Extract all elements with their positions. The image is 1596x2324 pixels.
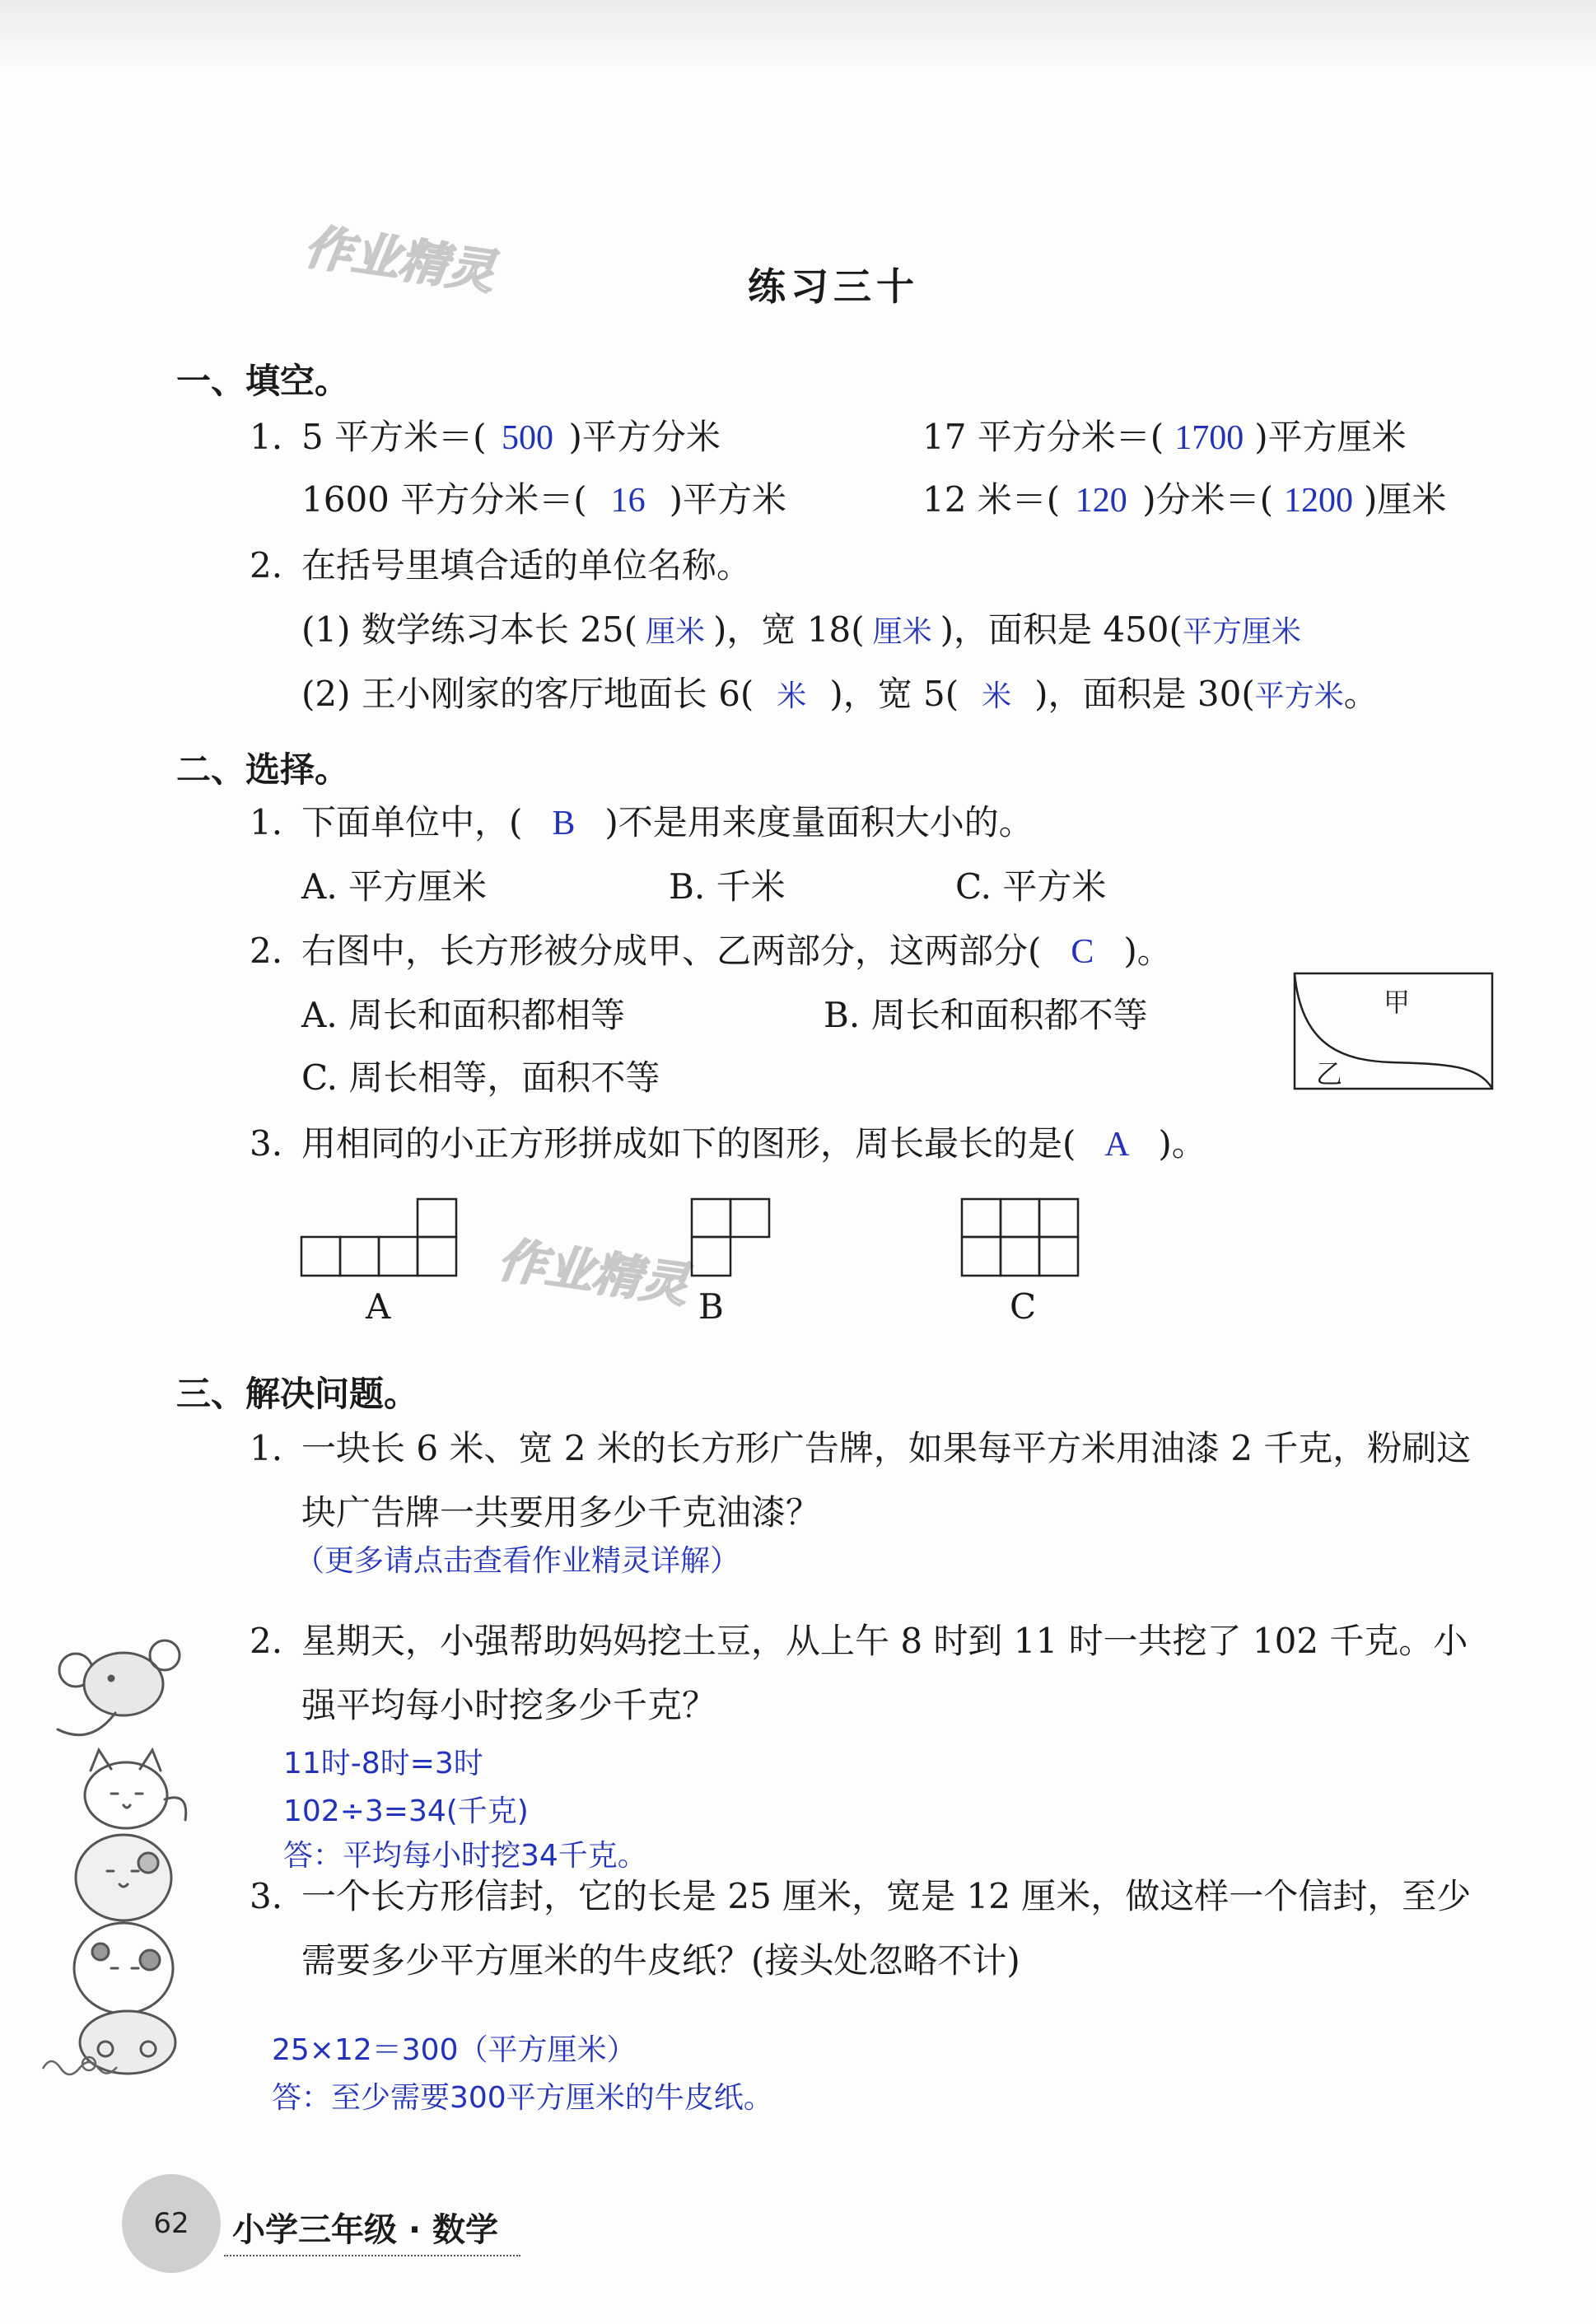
s3-q1-line2: 块广告牌一共要用多少千克油漆？ <box>301 1492 821 1533</box>
s3-q3-line1: 一个长方形信封，它的长是 25 厘米，宽是 12 厘米，做这样一个信封，至少 <box>301 1876 1472 1916</box>
answer-b: B <box>552 805 576 842</box>
answer-pingfangmi: 平方米 <box>1254 679 1344 713</box>
figure-b-label: B <box>698 1286 724 1327</box>
s1-q1-c-right: )平方米 <box>669 479 787 520</box>
s1-q2-p2-end: 。 <box>1343 674 1379 714</box>
figure-label-yi: 乙 <box>1316 1058 1343 1090</box>
s3-q3-line2: 需要多少平方厘米的牛皮纸？(接头处忽略不计) <box>301 1940 1020 1981</box>
square-figure-c <box>960 1197 1082 1278</box>
s2-q1-b: )不是用来度量面积大小的。 <box>604 802 1034 842</box>
section-2-heading: 二、选择。 <box>176 749 350 790</box>
s1-q2-p2-b: )，宽 5( <box>829 674 959 714</box>
square-figure-b <box>690 1197 772 1278</box>
s2-q1-option-b: B. 千米 <box>669 866 786 907</box>
s2-q1-option-c: C. 平方米 <box>955 866 1107 907</box>
s1-q1-d <box>922 479 1447 520</box>
s2-q2-number: 2. <box>250 931 283 971</box>
s1-q2-part1 <box>301 609 1301 650</box>
rectangle-split-figure <box>1293 972 1495 1091</box>
s1-q1-a <box>301 417 721 457</box>
s1-q2-text: 在括号里填合适的单位名称。 <box>301 545 752 586</box>
page-top-shade <box>0 0 1596 74</box>
answer-a: A <box>1104 1126 1130 1164</box>
s3-q3-answer-line2: 答：至少需要300平方厘米的牛皮纸。 <box>272 2081 773 2115</box>
answer-c: C <box>1071 933 1094 971</box>
section-1-heading: 一、填空。 <box>176 361 350 401</box>
s3-q2-answer-line1: 11时-8时=3时 <box>283 1747 483 1780</box>
s2-q1-number: 1. <box>250 802 283 842</box>
s1-q1-b-left: 17 平方分米＝( <box>922 417 1164 457</box>
doodle-scribble-decoration <box>40 2047 130 2080</box>
s1-q1-d-left: 12 米＝( <box>922 479 1061 520</box>
mouse-cat-stack-illustration <box>41 1606 206 2084</box>
s1-q2-p2-a: (2) 王小刚家的客厅地面长 6( <box>301 674 754 714</box>
answer-limi-1: 厘米 <box>646 615 706 649</box>
s3-q1-line1: 一块长 6 米、宽 2 米的长方形广告牌，如果每平方米用油漆 2 千克，粉刷这 <box>301 1428 1472 1468</box>
s2-q2-option-a: A. 周长和面积都相等 <box>301 995 626 1035</box>
s1-q1-d-right: )厘米 <box>1363 479 1447 520</box>
figure-a-label: A <box>366 1286 391 1327</box>
answer-mi-1: 米 <box>777 679 807 713</box>
answer-120: 120 <box>1075 482 1127 520</box>
s1-q2-p1-a: (1) 数学练习本长 25( <box>301 609 638 650</box>
s3-q2-line1: 星期天，小强帮助妈妈挖土豆，从上午 8 时到 11 时一共挖了 102 千克。小 <box>301 1621 1468 1661</box>
watermark-top: 作业精灵 <box>301 218 498 301</box>
s2-q3-a: 用相同的小正方形拼成如下的图形，周长最长的是( <box>301 1123 1076 1164</box>
s2-q3-number: 3. <box>250 1123 283 1164</box>
page-number: 62 <box>153 2207 189 2240</box>
s3-q2-answer-line2: 102÷3=34(千克) <box>283 1794 529 1828</box>
footer-dotted-line <box>224 2255 520 2256</box>
s2-q1-text <box>301 802 1034 842</box>
s3-q1-detail-link[interactable]: （更多请点击查看作业精灵详解） <box>295 1544 740 1578</box>
s1-q1-a-left: 5 平方米＝( <box>301 417 487 457</box>
figure-label-jia: 甲 <box>1384 987 1411 1018</box>
answer-1200: 1200 <box>1283 482 1353 520</box>
s2-q1-option-a: A. 平方厘米 <box>301 866 488 907</box>
s1-q1-b-right: )平方厘米 <box>1254 417 1407 457</box>
s1-q2-p1-c: )，面积是 450( <box>940 609 1183 650</box>
page-title: 练习三十 <box>748 264 919 309</box>
section-3-heading: 三、解决问题。 <box>176 1374 419 1414</box>
s1-q1-a-right: )平方分米 <box>568 417 721 457</box>
s3-q2-number: 2. <box>250 1621 283 1661</box>
answer-pingfang-limi: 平方厘米 <box>1182 615 1301 649</box>
s1-q2-p1-b: )，宽 18( <box>713 609 865 650</box>
s2-q1-a: 下面单位中，( <box>301 802 523 842</box>
s1-q1-number: 1. <box>250 417 283 457</box>
square-figure-a <box>300 1197 460 1278</box>
s3-q3-number: 3. <box>250 1876 283 1916</box>
s1-q2-part2 <box>301 674 1379 714</box>
answer-mi-2: 米 <box>982 679 1012 713</box>
s1-q1-b <box>922 417 1407 457</box>
answer-16: 16 <box>610 482 646 520</box>
s2-q3-text <box>301 1123 1206 1164</box>
s1-q1-d-mid: )分米＝( <box>1142 479 1273 520</box>
s2-q2-option-c: C. 周长相等，面积不等 <box>301 1057 660 1098</box>
figure-c-label: C <box>1010 1286 1037 1327</box>
s2-q2-a: 右图中，长方形被分成甲、乙两部分，这两部分( <box>301 931 1042 971</box>
s3-q2-answer-line3: 答：平均每小时挖34千克。 <box>283 1839 647 1873</box>
s1-q2-number: 2. <box>250 545 283 586</box>
s3-q3-answer-line1: 25×12＝300（平方厘米） <box>272 2033 637 2067</box>
s2-q2-b: )。 <box>1123 931 1172 971</box>
s1-q1-c-left: 1600 平方分米＝( <box>301 479 587 520</box>
s3-q1-number: 1. <box>250 1428 283 1468</box>
footer-book-title: 小学三年级 · 数学 <box>232 2211 499 2249</box>
s2-q2-option-b: B. 周长和面积都不等 <box>824 995 1148 1035</box>
s3-q2-line2: 强平均每小时挖多少千克？ <box>301 1685 717 1725</box>
answer-500: 500 <box>501 419 553 457</box>
answer-limi-2: 厘米 <box>872 615 932 649</box>
s2-q3-b: )。 <box>1158 1123 1206 1164</box>
s2-q2-text <box>301 931 1172 971</box>
s1-q1-c <box>301 479 787 520</box>
s1-q2-p2-c: )，面积是 30( <box>1034 674 1255 714</box>
answer-1700: 1700 <box>1174 419 1244 457</box>
page-number-badge <box>122 2174 221 2273</box>
watermark-middle: 作业精灵 <box>494 1231 692 1314</box>
